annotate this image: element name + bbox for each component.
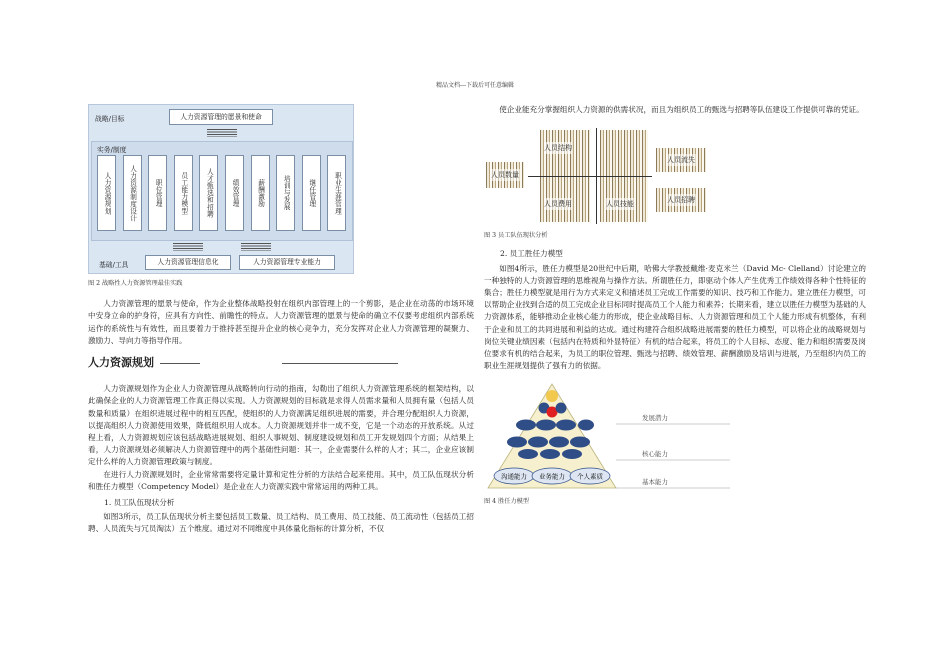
- label-staff-skill: 人员技能: [606, 198, 634, 210]
- paragraph: 使企业能充分掌握组织人力资源的供需状况，而且为组织员工的甄选与招聘等队伍建设工作提供可靠的凭证。: [499, 105, 864, 114]
- pyramid-dot: [556, 420, 576, 431]
- pyramid-dot: [556, 403, 567, 414]
- subheading: 2. 员工胜任力模型: [500, 249, 563, 259]
- pyramid-dot: [518, 449, 538, 459]
- axis-line: [528, 176, 652, 177]
- paragraph: 在进行人力资源规划时，企业常常需要将定量计算和定性分析的方法结合起来使用。其中，员工队伍现状分析和胜任力模型（Competency Model）是企业在人力资源实践中常常运用的两种工具。: [88, 469, 474, 491]
- level-label: 发展潜力: [642, 414, 668, 423]
- paragraph: 如图4所示，胜任力模型是20世纪中后期，哈佛大学教授戴维·麦克米兰（David Mc- Clelland）讨论建立的一种独特的人力资源管理的思维视角与操作方法。所谓胜任力，即驱动个体人产生优秀工作绩效得各种个性特征的集合；胜任力模型就是用行为方式来定义和描述员工完成工作需要的知识、技巧和工作能力。建立胜任力模型，可以帮助企业找到合适的员工完成企业目标同时提高员工个人能力和素养；长期来看，建立以胜任力模型为基础的人力资源体系，能够推动企业核心能力的形成，使企业战略目标、人力资源管理和员工个人能力形成有机整体，有利于企业和员工的共同进展和利益的达成。通过构建符合组织战略进展需要的胜任力模型，可以将企业的战略规划与岗位关键业绩因素（包括内在特质和外显特征）有机的结合起来，将员工的个人目标、态度、能力和组织需要及岗位要求有机的结合起来，为员工的职位管理、甄选与招聘、绩效管理、薪酬激励及培训与进展，乃至组织内员工的职业生涯规划提供了强有力的依据。: [484, 263, 866, 371]
- pyramid-dot: [562, 449, 582, 459]
- hr-competence-box: 人力资源管理专业能力: [239, 255, 335, 270]
- connector-stripes: [207, 129, 237, 137]
- axis-line: [596, 128, 597, 224]
- pyramid-dot: [578, 420, 594, 431]
- paragraph: 人力资源管理的愿景与使命，作为企业整体战略投射在组织内部管理上的一个剪影，是企业在动荡的市场环境中安身立命的护身符，应具有方向性、前瞻性的特点。人力资源管理的愿景与使命的确立不仅要考虑组织内部系统运作的系统性与有效性，而且要着力于推持甚至提升企业的核心竞争力，充分发挥对企业人力资源管理的凝聚力、激励力、导向力等指导作用。: [88, 299, 474, 345]
- page-header: 精品文档---下载后可任意编辑: [435, 82, 515, 89]
- vision-box: 人力资源管理的愿景和使命: [169, 109, 273, 125]
- section-heading: [88, 357, 474, 369]
- section-heading-text: 人力资源规划: [88, 356, 154, 370]
- hr-information-box: 人力资源管理信息化: [145, 255, 231, 270]
- right-column: [484, 104, 866, 515]
- label-staff-recruit: 人员招聘: [656, 188, 706, 212]
- label-staff-cost: 人员费用: [544, 198, 572, 210]
- pyramid-dot: [570, 437, 590, 448]
- figure-4-caption: 图 4 胜任力模型: [484, 498, 529, 506]
- practice-box: 继任管理: [302, 155, 321, 231]
- pyramid-dot: [528, 437, 548, 448]
- base-item-label: 个人素质: [577, 472, 603, 481]
- label-staff-loss: 人员流失: [656, 148, 706, 172]
- figure-2-caption: 图 2 战略性人力资源管理最佳实践: [88, 280, 183, 287]
- level-label: 基本能力: [642, 478, 668, 487]
- practice-box: 职业生涯管理: [327, 155, 346, 231]
- base-item-label: 业务能力: [539, 472, 565, 481]
- heading-rule: [160, 363, 200, 364]
- figure-strategic-hrm: [88, 104, 354, 274]
- figure-3-caption: 图 3 员工队伍现状分析: [484, 232, 548, 240]
- pyramid-dot: [549, 437, 569, 448]
- heading-rule: [282, 363, 398, 364]
- pyramid-dot: [540, 449, 560, 459]
- pyramid-dot: [516, 420, 536, 431]
- paragraph: 如图3所示，员工队伍现状分析主要包括员工数量、员工结构、员工费用、员工技能、员工流动性（包括员工招聘、人员流失与冗员淘汰）五个维度。通过对不同维度中具体量化指标的计算分析，不仅: [88, 512, 474, 534]
- connector-stripes: [173, 243, 203, 251]
- competency-pyramid: [484, 382, 734, 492]
- connector-stripes: [241, 243, 271, 251]
- label-staff-structure: 人员结构: [544, 142, 572, 154]
- figure-workforce-analysis: [484, 126, 734, 226]
- level-label: 核心能力: [642, 450, 668, 459]
- figure-competency-model: [484, 382, 734, 492]
- band-strategy-label: 战略/目标: [95, 115, 125, 123]
- practice-box: 培训与发展: [276, 155, 295, 231]
- practice-box: 人才甄选和招聘: [199, 155, 218, 231]
- practice-box: 绩效管理: [225, 155, 244, 231]
- pyramid-dot: [546, 390, 558, 402]
- band-practice-label: 实务/制度: [97, 146, 127, 154]
- practice-box: 薪酬激励: [251, 155, 270, 231]
- practice-box: 员工能力模型: [174, 155, 193, 231]
- paragraph: 人力资源规划作为企业人力资源管理从战略转向行动的指南，勾勒出了组织人力资源管理系统的框架结构，以此确保企业的人力资源管理工作真正得以实现。人力资源规划的目标就是求得人员需求量和人员拥有量（包括人员数量和质量）在组织进展过程中的相互匹配，使组织的人力资源满足组织进展的需要，并合理分配组织人力资源，以提高组织人力资源使用效果，降低组织用人成本。人力资源规划并非一成不变，它是一个动态的开放系统。从过程上看，人力资源规划应该包括战略进展规划、组织人事规划、制度建设规划和员工开发规划四个方面；从结果上看，人力资源规划必须解决人力资源管理中的两个基础性问题：其一，企业需要什么样的人才；其二，企业应该制定什么样的人力资源管理政策与制度。: [88, 384, 474, 467]
- pyramid-dot: [507, 437, 527, 448]
- practice-box: 人力资源规划: [97, 155, 116, 231]
- practice-box: 职位管理: [148, 155, 167, 231]
- subheading: 1. 员工队伍现状分析: [104, 498, 175, 508]
- base-item-label: 沟通能力: [501, 472, 527, 481]
- label-staff-count: 人员数量: [486, 162, 524, 188]
- pyramid-dot: [536, 420, 556, 431]
- left-column: [88, 104, 474, 536]
- practice-box: 人力资源制度设计: [123, 155, 142, 231]
- band-base-label: 基础/工具: [99, 261, 129, 269]
